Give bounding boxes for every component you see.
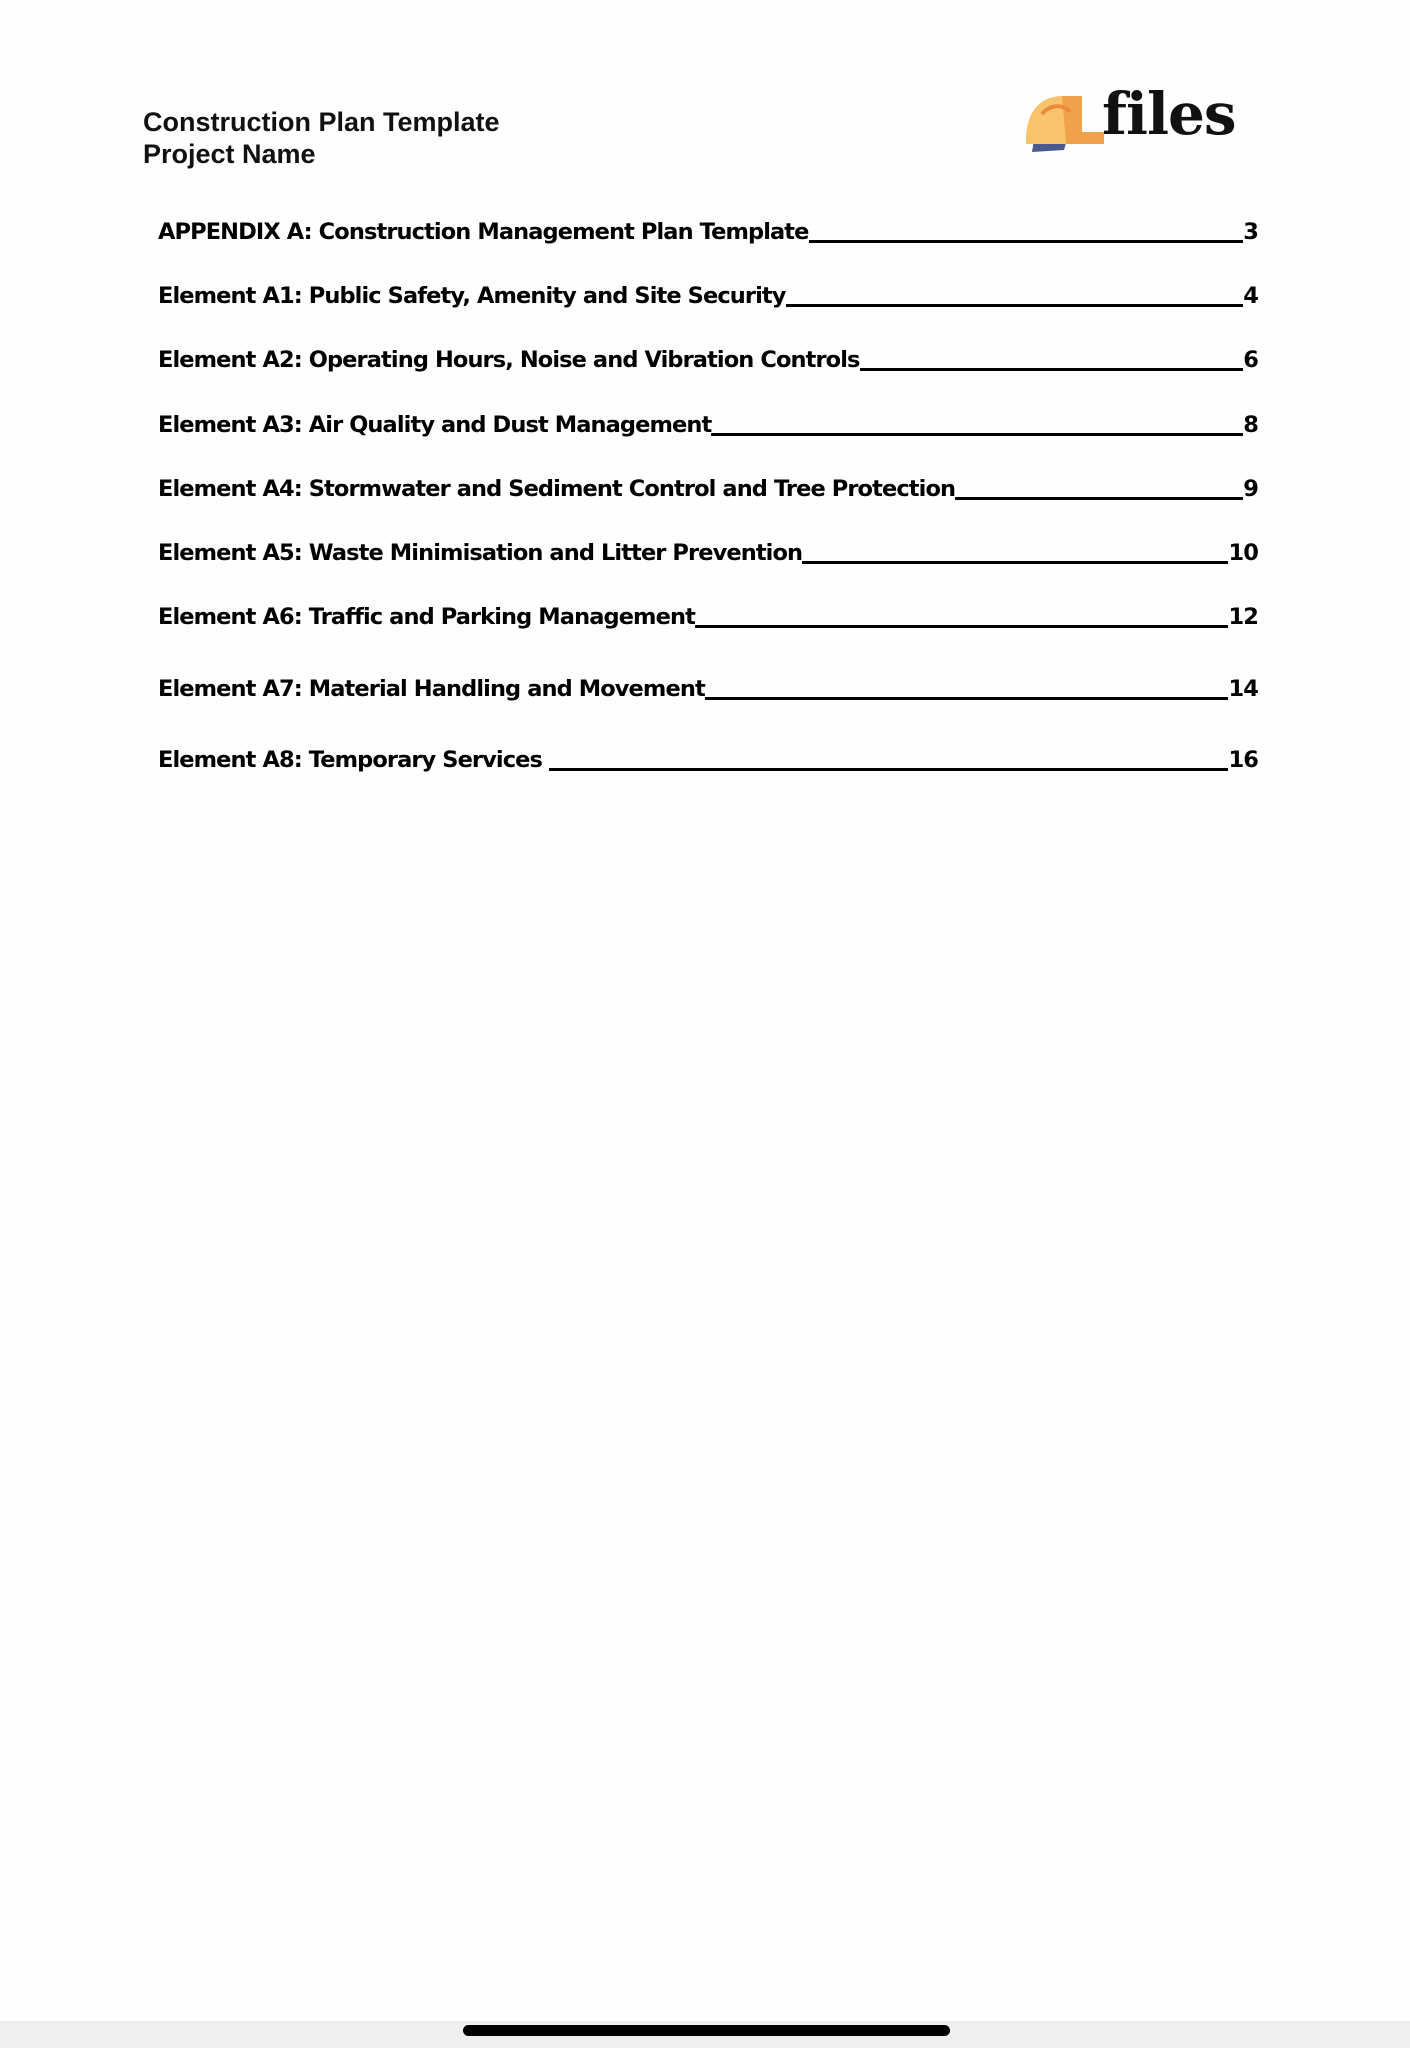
toc-entry[interactable] [158, 406, 1258, 440]
toc-leader-line [786, 303, 1244, 307]
toc-page-number: 3 [1243, 219, 1258, 245]
toc-entry[interactable] [158, 670, 1258, 704]
toc-entry-label: Element A4: Stormwater and Sediment Control and Tree Protection [158, 476, 956, 502]
toc-page-number: 16 [1228, 747, 1258, 773]
project-name: Project Name [143, 139, 316, 169]
toc-entry[interactable] [158, 598, 1258, 632]
toc-page-number: 10 [1228, 540, 1258, 566]
logo-text: files [1102, 80, 1236, 148]
toc-entry-label: Element A1: Public Safety, Amenity and Site Security [158, 283, 786, 309]
toc-entry[interactable] [158, 277, 1258, 311]
toc-entry-label: APPENDIX A: Construction Management Plan Template [158, 219, 809, 245]
toc-page-number: 9 [1243, 476, 1258, 502]
toc-leader-line [955, 496, 1243, 500]
toc-page-number: 8 [1243, 412, 1258, 438]
toc-leader-line [549, 767, 1229, 771]
files-logo [1020, 80, 1240, 158]
toc-entry-label: Element A7: Material Handling and Movement [158, 676, 705, 702]
toc-entry-label: Element A2: Operating Hours, Noise and Vibration Controls [158, 347, 860, 373]
toc-leader-line [802, 560, 1228, 564]
toc-leader-line [809, 239, 1244, 243]
toc-leader-line [705, 696, 1229, 700]
toc-entry[interactable] [158, 741, 1258, 775]
document-title: Construction Plan Template [143, 107, 500, 137]
document-header [143, 106, 500, 170]
toc-leader-line [695, 624, 1229, 628]
toc-page-number: 12 [1228, 604, 1258, 630]
toc-entry[interactable] [158, 341, 1258, 375]
toc-leader-line [860, 367, 1244, 371]
toc-entry-label: Element A3: Air Quality and Dust Management [158, 412, 712, 438]
toc-entry-label: Element A5: Waste Minimisation and Litter Prevention [158, 540, 803, 566]
toc-entry[interactable] [158, 213, 1258, 247]
toc-page-number: 6 [1243, 347, 1258, 373]
toc-page-number: 14 [1228, 676, 1258, 702]
toc-entry-label: Element A8: Temporary Services [158, 747, 549, 773]
toc-entry-label: Element A6: Traffic and Parking Management [158, 604, 695, 630]
hard-hat-icon [1020, 88, 1110, 158]
toc-entry[interactable] [158, 470, 1258, 504]
toc-entry[interactable] [158, 534, 1258, 568]
toc-page-number: 4 [1243, 283, 1258, 309]
toc-leader-line [711, 432, 1243, 436]
home-indicator[interactable] [463, 2025, 950, 2036]
